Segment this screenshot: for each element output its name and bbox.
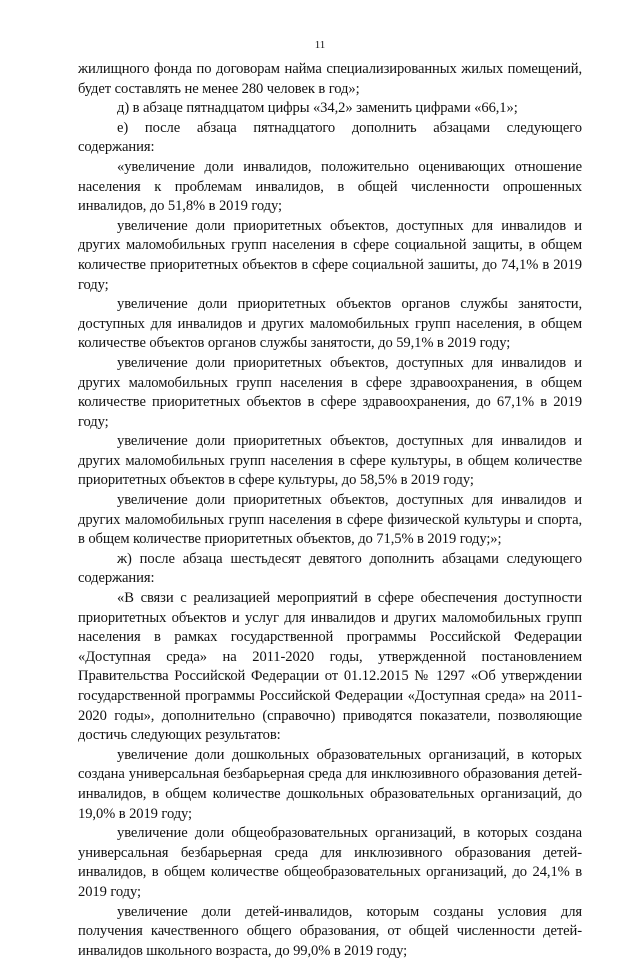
paragraph-continuation: жилищного фонда по договорам найма специализированных жилых помещений, будет составлять не менее 280 человек в год»; — [78, 61, 582, 97]
paragraph-item-zh: ж) после абзаца шестьдесят девятого дополнить абзацами следующего содержания: — [78, 550, 582, 587]
paragraph-item-d: д) в абзаце пятнадцатом цифры «34,2» заменить цифрами «66,1»; — [117, 100, 518, 117]
paragraph-employment-service: увеличение доли приоритетных объектов органов службы занятости, доступных для инвалидов и других маломобильных групп населения, в общем количестве объектов органов службы занятости, до 59,1% в 2019 году; — [78, 296, 582, 352]
paragraph-culture: увеличение доли приоритетных объектов, доступных для инвалидов и других маломобильных групп населения в сфере культуры, в общем количестве приоритетных объектов в сфере культуры, до 58,5% в 2019 году; — [78, 433, 582, 489]
paragraph-healthcare: увеличение доли приоритетных объектов, доступных для инвалидов и других маломобильных групп населения в сфере здравоохранения, в общем количестве приоритетных объектов в сфере здравоохранения, до 67,1% в 2019 году; — [78, 354, 582, 430]
paragraph-children-education: увеличение доли детей-инвалидов, которым созданы условия для получения качественного общего образования, от общей численности детей-инвалидов школьного возраста, до 99,0% в 2019 году; — [78, 903, 582, 959]
paragraph-item-e: е) после абзаца пятнадцатого дополнить абзацами следующего содержания: — [78, 119, 582, 156]
paragraph-general-education: увеличение доли общеобразовательных организаций, в которых создана универсальная безбарьерная среда для инклюзивного образования детей-инвалидов, в общем количестве общеобразовательных организаций, до 24,1% в 2019 году; — [78, 825, 582, 900]
paragraph-program-intro: «В связи с реализацией мероприятий в сфере обеспечения доступности приоритетных объектов и услуг для инвалидов и других маломобильных групп населения в рамках государственной программы Российской Федерации «Доступная среда» на 2011-2020 годы, утвержденной постановлением Правительства Российской Федерации от 01.12.2015 № 1297 «Об утверждении государственной программы Российской Федерации «Доступная среда» на 2011-2020 годы», дополнительно (справочно) приводятся показатели, позволяющие достичь следующих результатов: — [78, 590, 582, 744]
document-body — [78, 60, 582, 961]
page-number: 11 — [314, 39, 326, 51]
paragraph-disabled-attitude: «увеличение доли инвалидов, положительно оценивающих отношение населения к проблемам инвалидов, в общей численности опрошенных инвалидов, до 51,8% в 2019 году; — [78, 158, 582, 215]
paragraph-sport: увеличение доли приоритетных объектов, доступных для инвалидов и других маломобильных групп населения в сфере физической культуры и спорта, в общем количестве приоритетных объектов, до 71,5% в 2019 году;»; — [78, 492, 582, 548]
paragraph-social-protection: увеличение доли приоритетных объектов, доступных для инвалидов и других маломобильных групп населения в сфере социальной защиты, в общем количестве приоритетных объектов в сфере социальной зашиты, до 74,1% в 2019 году; — [78, 217, 582, 293]
paragraph-preschool: увеличение доли дошкольных образовательных организаций, в которых создана универсальная безбарьерная среда для инклюзивного образования детей-инвалидов, в общем количестве дошкольных образовательных организаций, до 19,0% в 2019 году; — [78, 746, 582, 822]
